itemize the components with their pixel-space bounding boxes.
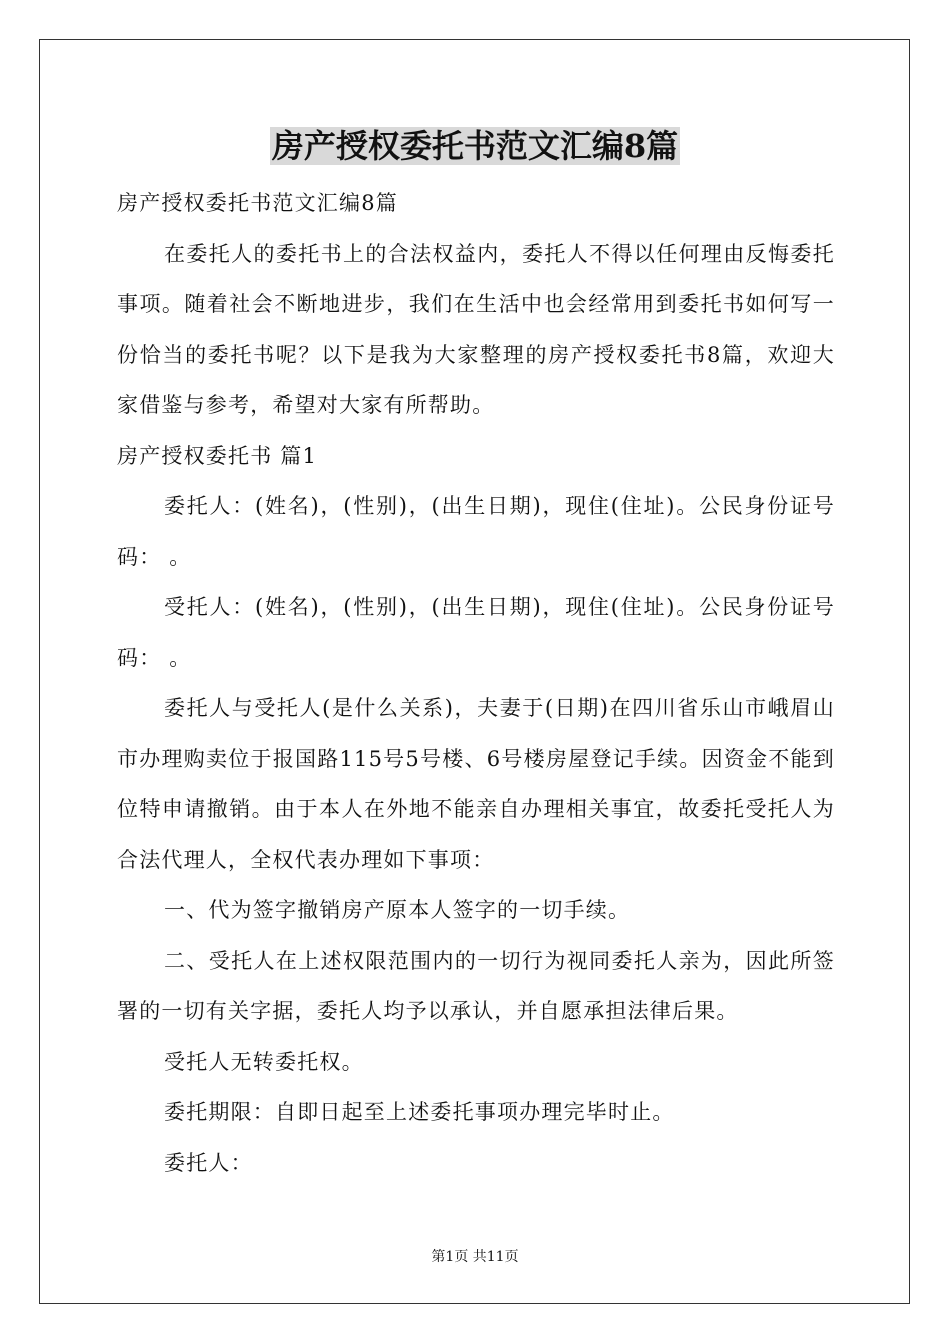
- page-footer: 第1页 共11页: [431, 1249, 519, 1265]
- principal-signature-paragraph: 委托人：: [164, 1150, 253, 1175]
- section-heading: 房产授权委托书 篇1: [117, 443, 318, 468]
- principal-paragraph: 委托人：(姓名)，(性别)，(出生日期)，现住(住址)。公民身份证号码： 。: [117, 494, 835, 569]
- intro-paragraph: 在委托人的委托书上的合法权益内，委托人不得以任何理由反悔委托事项。随着社会不断地进步，我们在生活中也会经常用到委托书如何写一份恰当的委托书呢？以下是我为大家整理的房产授权委托书8篇，欢迎大家借鉴与参考，希望对大家有所帮助。: [117, 241, 835, 417]
- item-one-paragraph: 一、代为签字撤销房产原本人签字的一切手续。: [164, 898, 631, 922]
- document-title: [0, 124, 950, 168]
- term-paragraph: 委托期限：自即日起至上述委托事项办理完毕时止。: [164, 1100, 675, 1124]
- subtitle-paragraph: 房产授权委托书范文汇编8篇: [117, 191, 398, 215]
- document-body: [117, 178, 835, 1188]
- no-subdelegation-paragraph: 受托人无转委托权。: [164, 1049, 364, 1074]
- document-title-text: 房产授权委托书范文汇编8篇: [271, 127, 679, 165]
- relationship-paragraph: 委托人与受托人(是什么关系)，夫妻于(日期)在四川省乐山市峨眉山市办理购卖位于报国路115号5号楼、6号楼房屋登记手续。因资金不能到位特申请撤销。由于本人在外地不能亲自办理相关事宜，故委托受托人为合法代理人，全权代表办理如下事项：: [117, 696, 835, 872]
- item-two-paragraph: 二、受托人在上述权限范围内的一切行为视同委托人亲为，因此所签署的一切有关字据，委托人均予以承认，并自愿承担法律后果。: [117, 948, 835, 1023]
- agent-paragraph: 受托人：(姓名)，(性别)，(出生日期)，现住(住址)。公民身份证号码： 。: [117, 595, 835, 670]
